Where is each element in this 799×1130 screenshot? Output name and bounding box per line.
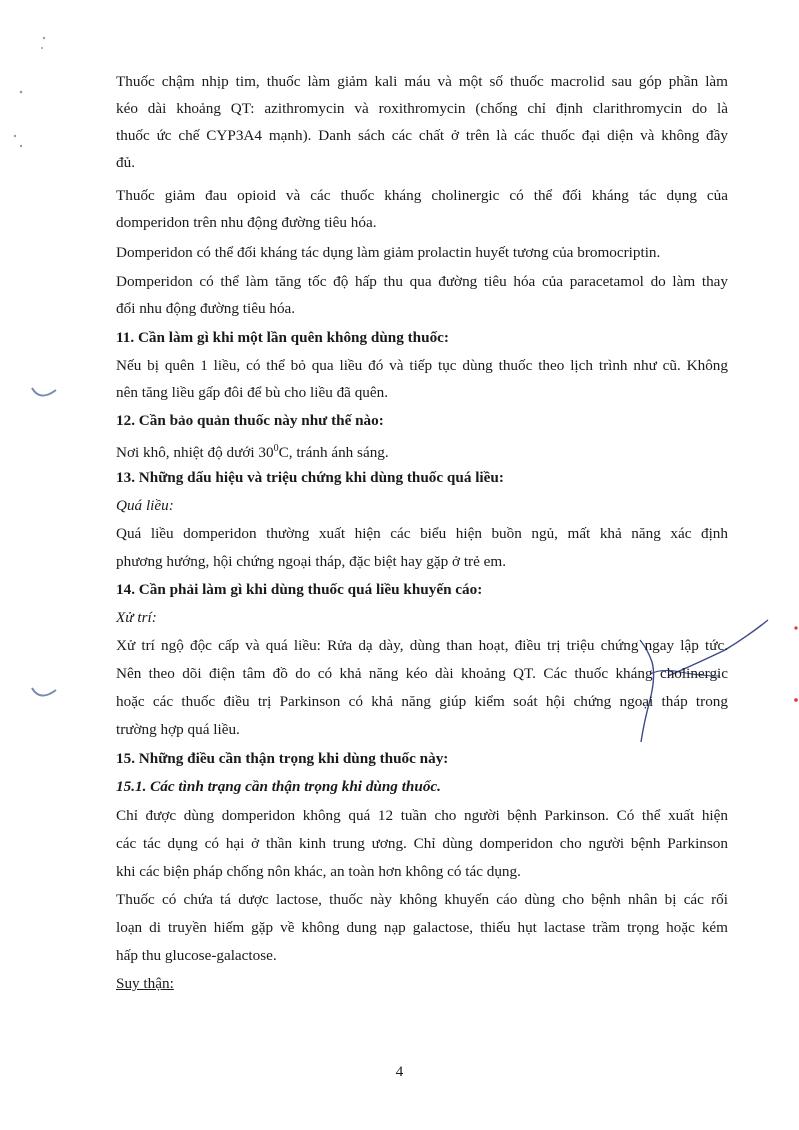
page-number: 4 <box>395 1064 404 1080</box>
paragraph-line: hoặc các thuốc điều trị Parkinson có khả năng giúp kiểm soát hội chứng ngoại tháp trong <box>116 693 728 710</box>
storage-line <box>116 437 728 465</box>
storage-text-before: Nơi khô, nhiệt độ dưới 30 <box>116 444 274 462</box>
paragraph-line: Domperidon có thể làm tăng tốc độ hấp thu qua đường tiêu hóa của paracetamol do làm thay <box>116 273 728 290</box>
paragraph-line: nên tăng liều gấp đôi để bù cho liều đã quên. <box>116 384 389 401</box>
paragraph-line: domperidon trên nhu động đường tiêu hóa. <box>116 214 377 231</box>
paragraph-line: Chỉ được dùng domperidon không quá 12 tuần cho người bệnh Parkinson. Có thể xuất hiện <box>116 807 728 824</box>
punch-mark-bottom <box>32 688 56 696</box>
paragraph-line: kéo dài khoảng QT: azithromycin và roxithromycin (chống chỉ định clarithromycin do là <box>116 100 728 117</box>
paragraph-line: Thuốc có chứa tá dược lactose, thuốc này không khuyến cáo dùng cho bệnh nhân bị các rối <box>116 891 728 908</box>
section-heading-13: 13. Những dấu hiệu và triệu chứng khi dùng thuốc quá liều: <box>116 469 504 486</box>
section-heading-12: 12. Cần bảo quản thuốc này như thế nào: <box>116 412 384 429</box>
paragraph-line: loạn di truyền hiếm gặp về không dung nạp galactose, thiếu hụt lactase trầm trọng hoặc kém <box>116 919 728 936</box>
paragraph-line: thuốc ức chế CYP3A4 mạnh). Danh sách các chất ở trên là các thuốc đại diện và không đầy <box>116 127 728 144</box>
red-speck-2 <box>794 698 798 702</box>
subheading-overdose: Quá liều: <box>116 497 174 514</box>
paragraph-line: hấp thu glucose-galactose. <box>116 947 277 964</box>
paragraph-line: Nếu bị quên 1 liều, có thể bỏ qua liều đó và tiếp tục dùng thuốc theo lịch trình như cũ. Không <box>116 357 728 374</box>
paragraph-line: các tác dụng có hại ở thần kinh trung ương. Chỉ dùng domperidon cho người bệnh Parkinson <box>116 835 728 852</box>
punch-mark-top <box>32 388 56 396</box>
subheading-15-1: 15.1. Các tình trạng cần thận trọng khi dùng thuốc. <box>116 778 441 795</box>
speck-2 <box>41 47 43 49</box>
paragraph-line: Domperidon có thể đối kháng tác dụng làm giảm prolactin huyết tương của bromocriptin. <box>116 244 661 261</box>
paragraph-line: khi các biện pháp chống nôn khác, an toàn hơn không có tác dụng. <box>116 863 521 880</box>
speck-1 <box>43 37 45 39</box>
paragraph-line: đủ. <box>116 154 135 171</box>
section-heading-11: 11. Cần làm gì khi một lần quên không dùng thuốc: <box>116 329 449 346</box>
section-heading-15: 15. Những điều cần thận trọng khi dùng thuốc này: <box>116 750 449 767</box>
paragraph-line: Quá liều domperidon thường xuất hiện các biểu hiện buồn ngủ, mất khả năng xác định <box>116 525 728 542</box>
paragraph-line: Xử trí ngộ độc cấp và quá liều: Rửa dạ dày, dùng than hoạt, điều trị triệu chứng ngay lập tức. <box>116 637 728 654</box>
paragraph-line: phương hướng, hội chứng ngoại tháp, đặc biệt hay gặp ở trẻ em. <box>116 553 506 570</box>
speck-3 <box>20 91 23 94</box>
paragraph-line: trường hợp quá liều. <box>116 721 240 738</box>
storage-text-after: C, tránh ánh sáng. <box>278 444 389 462</box>
section-heading-14: 14. Cần phải làm gì khi dùng thuốc quá liều khuyến cáo: <box>116 581 483 598</box>
red-speck-1 <box>794 626 797 629</box>
speck-4 <box>14 135 16 137</box>
subheading-renal: Suy thận: <box>116 975 174 992</box>
subheading-treatment: Xử trí: <box>116 609 157 626</box>
paragraph-line: Thuốc giảm đau opioid và các thuốc kháng cholinergic có thể đối kháng tác dụng của <box>116 187 728 204</box>
paragraph-line: Nên theo dõi điện tâm đồ do có khả năng kéo dài khoảng QT. Các thuốc kháng cholinergic <box>116 665 728 682</box>
paragraph-line: đổi nhu động đường tiêu hóa. <box>116 300 296 317</box>
degree-superscript: 0 <box>273 443 279 454</box>
speck-5 <box>20 145 22 147</box>
paragraph-line: Thuốc chậm nhịp tim, thuốc làm giảm kali máu và một số thuốc macrolid sau góp phần làm <box>116 73 728 90</box>
